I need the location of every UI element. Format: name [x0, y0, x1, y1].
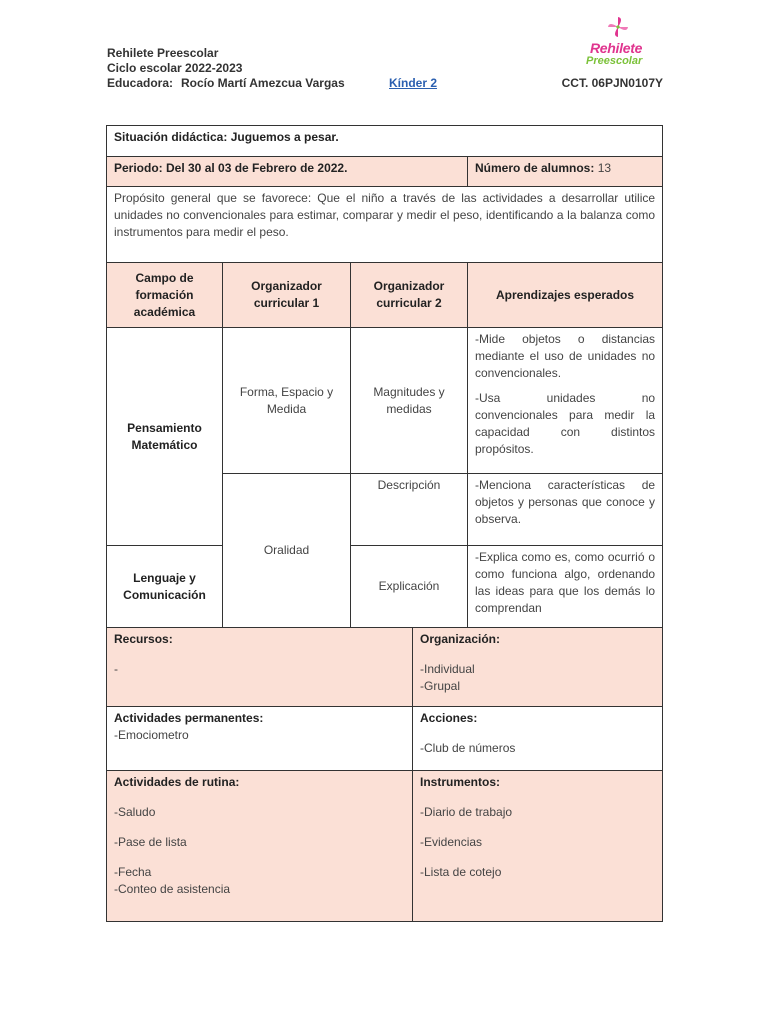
proposito-general: Propósito general que se favorece: Que el niño a través de las actividades a desarrollar utilice unidades no convencionales para estimar, comparar y medir el peso, identificando a la balanza como instrumentos para medir el peso. — [107, 187, 663, 263]
instrumentos-item: -Evidencias — [420, 835, 483, 849]
school-code: CCT. 06PJN0107Y — [561, 76, 663, 90]
aprendizaje-cell-1 — [468, 328, 663, 474]
org2-magnitudes: Magnitudes y medidas — [351, 328, 468, 474]
campo-pensamiento-matematico: Pensamiento Matemático — [107, 328, 223, 546]
organizacion-item: -Grupal — [420, 679, 461, 693]
permanentes-title: Actividades permanentes: — [114, 711, 264, 725]
instrumentos-cell — [413, 771, 663, 922]
rutina-item: -Conteo de asistencia — [114, 882, 231, 896]
group-link[interactable]: Kínder 2 — [389, 76, 438, 90]
numero-alumnos — [468, 157, 663, 187]
teacher-name: Rocío Martí Amezcua Vargas — [181, 76, 345, 90]
recursos-item: - — [114, 662, 118, 676]
situacion-didactica: Situación didáctica: Juguemos a pesar. — [107, 126, 663, 157]
school-logo — [584, 16, 650, 72]
recursos-title: Recursos: — [114, 632, 173, 646]
instrumentos-title: Instrumentos: — [420, 775, 501, 789]
acciones-item: -Club de números — [420, 741, 516, 755]
org2-explicacion: Explicación — [351, 546, 468, 628]
logo-text-preescolar: Preescolar — [586, 55, 643, 67]
acciones-cell — [413, 707, 663, 771]
teacher-label: Educadora: — [107, 76, 174, 90]
permanentes-item: -Emociometro — [114, 728, 189, 742]
document-header — [107, 46, 663, 91]
col-header-campo: Campo de formación académica — [107, 263, 223, 328]
planning-table — [106, 125, 663, 922]
instrumentos-item: -Lista de cotejo — [420, 865, 502, 879]
col-header-org1: Organizador curricular 1 — [223, 263, 351, 328]
periodo: Periodo: Del 30 al 03 de Febrero de 2022. — [107, 157, 468, 187]
actividades-rutina-cell — [107, 771, 413, 922]
col-header-org2: Organizador curricular 2 — [351, 263, 468, 328]
rutina-item: -Saludo — [114, 805, 156, 819]
acciones-title: Acciones: — [420, 711, 478, 725]
org1-oralidad: Oralidad — [223, 474, 351, 628]
instrumentos-item: -Diario de trabajo — [420, 805, 513, 819]
alumnos-value: 13 — [597, 161, 612, 175]
school-year: Ciclo escolar 2022-2023 — [107, 61, 243, 75]
aprendizaje-4: -Explica como es, como ocurrió o como funciona algo, ordenando las ideas para que los demás lo comprendan — [468, 546, 663, 628]
aprendizaje-2: -Usa unidades no convencionales para medir la capacidad con distintos propósitos. — [475, 391, 656, 456]
organizacion-cell — [413, 628, 663, 707]
alumnos-label: Número de alumnos: — [475, 161, 595, 175]
org2-descripcion: Descripción — [351, 474, 468, 546]
rutina-title: Actividades de rutina: — [114, 775, 240, 789]
aprendizaje-3: -Menciona características de objetos y personas que conoce y observa. — [468, 474, 663, 546]
campo-lenguaje-comunicacion: Lenguaje y Comunicación — [107, 546, 223, 628]
organizacion-title: Organización: — [420, 632, 501, 646]
org1-forma-espacio: Forma, Espacio y Medida — [223, 328, 351, 474]
col-header-aprendizajes: Aprendizajes esperados — [468, 263, 663, 328]
rutina-item: -Fecha — [114, 865, 152, 879]
actividades-permanentes-cell — [107, 707, 413, 771]
aprendizaje-1: -Mide objetos o distancias mediante el uso de unidades no convencionales. — [475, 332, 656, 380]
organizacion-item: -Individual — [420, 662, 475, 676]
recursos-cell — [107, 628, 413, 707]
pinwheel-icon — [607, 16, 629, 38]
school-name: Rehilete Preescolar — [107, 46, 219, 60]
logo-text-rehilete: Rehilete — [590, 40, 643, 56]
rutina-item: -Pase de lista — [114, 835, 187, 849]
